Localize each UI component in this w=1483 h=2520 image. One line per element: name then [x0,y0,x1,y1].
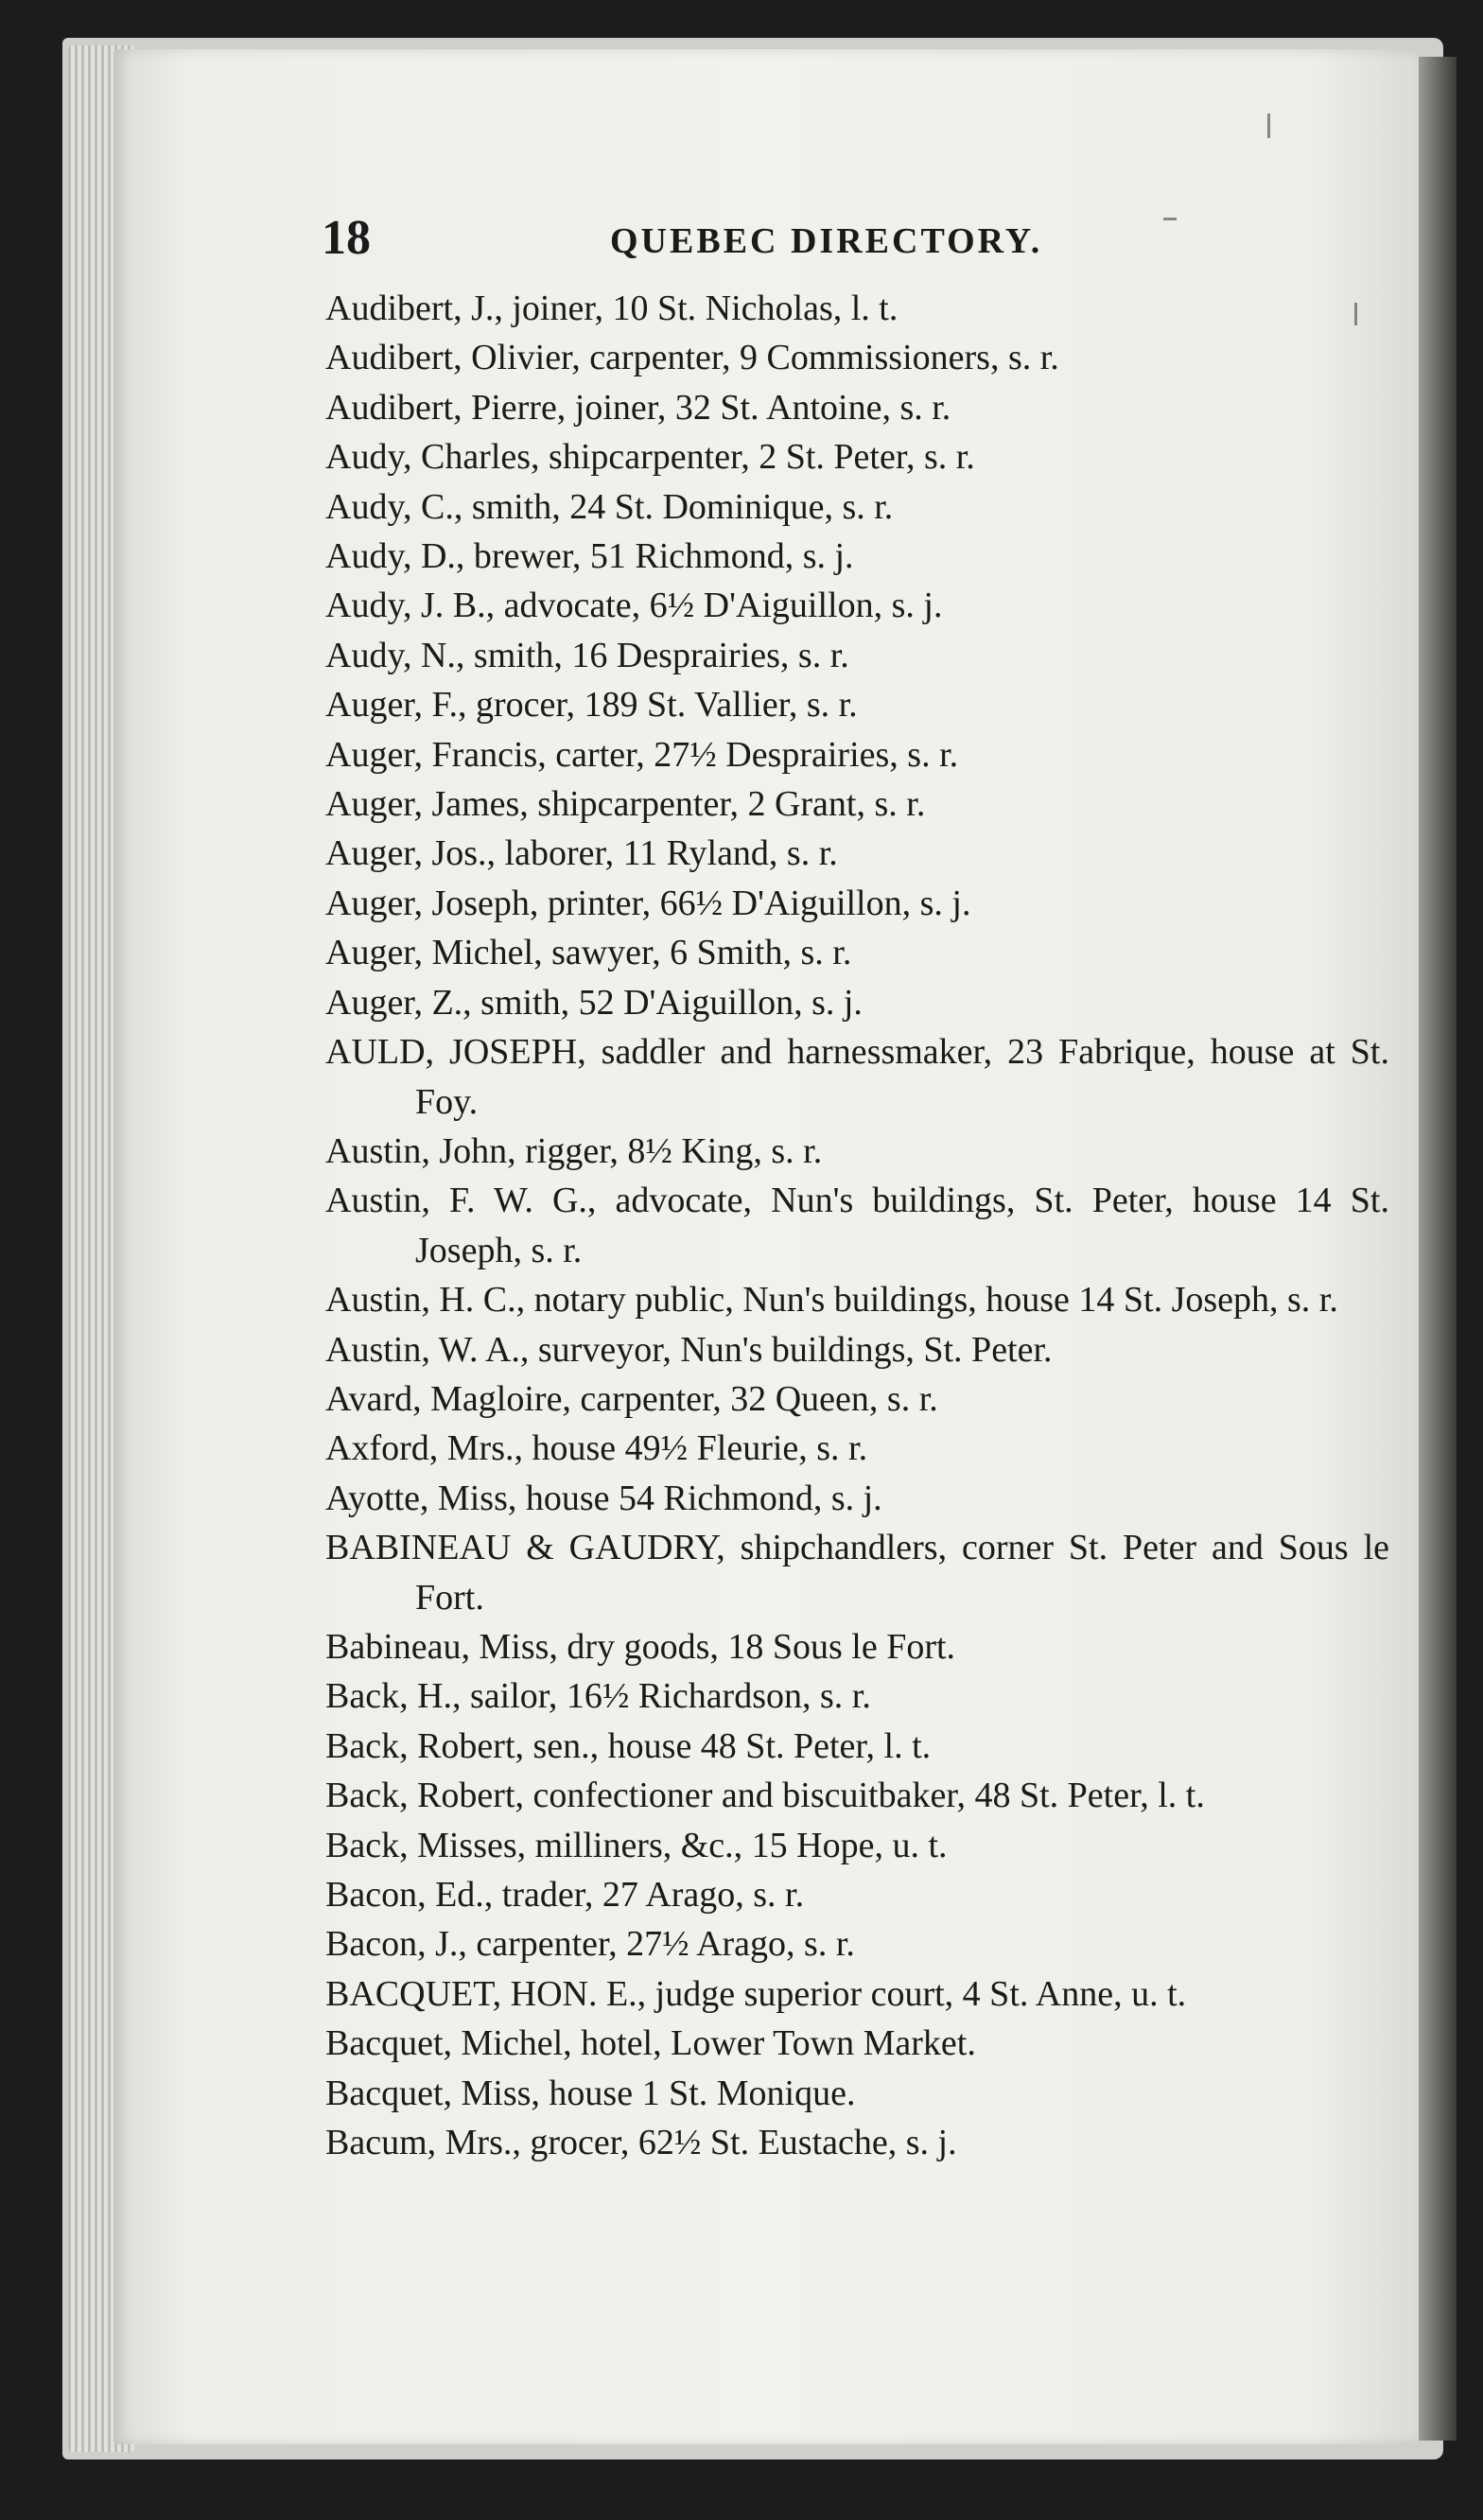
directory-entry: Back, Misses, milliners, &c., 15 Hope, u. t. [325,1825,948,1865]
directory-entry: Bacon, J., carpenter, 27½ Arago, s. r. [325,1924,855,1965]
directory-entry: Auger, Jos., laborer, 11 Ryland, s. r. [325,833,838,874]
directory-entry: Audibert, Pierre, joiner, 32 St. Antoine, s. r. [325,387,951,428]
directory-entry: Ayotte, Miss, house 54 Richmond, s. j. [325,1478,882,1518]
directory-entry: Austin, W. A., surveyor, Nun's buildings, St. Peter. [325,1329,1053,1370]
directory-entry: Auger, Joseph, printer, 66½ D'Aiguillon, s. j. [325,883,971,923]
directory-entry: Bacon, Ed., trader, 27 Arago, s. r. [325,1875,805,1915]
directory-entry: Audibert, J., joiner, 10 St. Nicholas, l. t. [325,289,899,328]
directory-entry: Auger, Francis, carter, 27½ Desprairies, s. r. [325,734,959,775]
directory-entry: Back, H., sailor, 16½ Richardson, s. r. [325,1676,871,1717]
directory-entry: Bacquet, Miss, house 1 St. Monique. [325,2073,856,2113]
directory-entry: Auger, Z., smith, 52 D'Aiguillon, s. j. [325,982,863,1023]
directory-entry: Audy, J. B., advocate, 6½ D'Aiguillon, s. j. [325,586,943,626]
page-header [322,210,1381,267]
directory-entry: Avard, Magloire, carpenter, 32 Queen, s. r. [325,1378,938,1419]
directory-entry: Austin, John, rigger, 8½ King, s. r. [325,1130,823,1171]
directory-entry: Audy, N., smith, 16 Desprairies, s. r. [325,635,849,675]
directory-entry: Back, Robert, confectioner and biscuitbaker, 48 St. Peter, l. t. [325,1776,1205,1816]
scan-speck [1267,114,1270,138]
directory-entry: Axford, Mrs., house 49½ Fleurie, s. r. [325,1428,868,1469]
directory-entry: Bacum, Mrs., grocer, 62½ St. Eustache, s. j. [325,2123,957,2163]
directory-entry: BACQUET, HON. E., judge superior court, 4 St. Anne, u. t. [325,1973,1187,2014]
directory-entry: Audy, Charles, shipcarpenter, 2 St. Peter, s. r. [325,437,975,478]
directory-entry: Auger, Michel, sawyer, 6 Smith, s. r. [325,933,852,973]
directory-entry: Back, Robert, sen., house 48 St. Peter, l. t. [325,1725,932,1766]
directory-entry: Austin, H. C., notary public, Nun's buildings, house 14 St. Joseph, s. r. [325,1280,1338,1321]
directory-entry: Audibert, Olivier, carpenter, 9 Commissioners, s. r. [325,338,1059,378]
directory-entry: Auger, F., grocer, 189 St. Vallier, s. r. [325,685,858,726]
page-number: 18 [322,211,371,265]
directory-entry: Babineau, Miss, dry goods, 18 Sous le Fort. [325,1626,956,1667]
directory-entry: AULD, JOSEPH, saddler and harnessmaker, 23 Fabrique, house at St. Foy. [325,1032,1389,1122]
book-spine-shadow [1419,57,1457,2441]
directory-entry: Bacquet, Michel, hotel, Lower Town Market. [325,2023,976,2064]
directory-entries [325,284,1389,2167]
running-head: QUEBEC DIRECTORY. [610,221,1043,261]
directory-entry: BABINEAU & GAUDRY, shipchandlers, corner St. Peter and Sous le Fort. [325,1528,1389,1618]
directory-entry: Austin, F. W. G., advocate, Nun's buildings, St. Peter, house 14 St. Joseph, s. r. [325,1181,1389,1270]
directory-entry: Audy, D., brewer, 51 Richmond, s. j. [325,536,854,577]
directory-entry: Auger, James, shipcarpenter, 2 Grant, s. r. [325,784,926,825]
directory-entry: Audy, C., smith, 24 St. Dominique, s. r. [325,486,894,527]
